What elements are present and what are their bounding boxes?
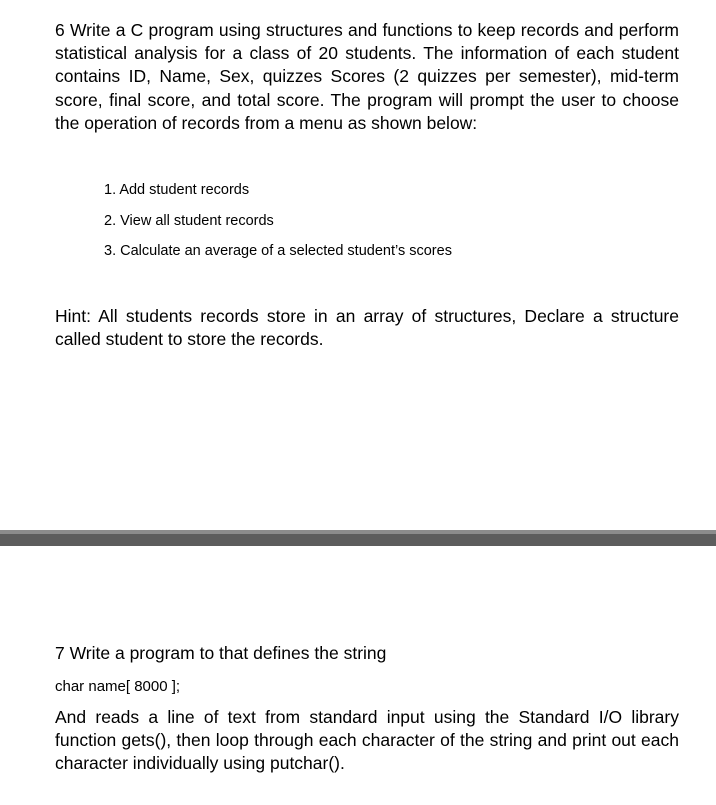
- page-divider-edge: [0, 530, 716, 534]
- question-6-text: 6 Write a C program using structures and functions to keep records and perform statistical analysis for a class of 20 students. The information of each student contains ID, Name, Sex, quizzes Scores (2 quizzes per semester), mid-term score, final score, and total score. The program will prompt the user to choose the operation of records from a menu as shown below:: [55, 20, 679, 133]
- question-7-body: And reads a line of text from standard input using the Standard I/O library function gets(), then loop through each character of the string and print out each character individually using putchar().: [55, 707, 679, 774]
- code-declaration: char name[ 8000 ];: [55, 678, 181, 695]
- question-7-title: 7 Write a program to that defines the string: [55, 643, 387, 663]
- question-6-hint: Hint: All students records store in an array of structures, Declare a structure called student to store the records.: [55, 306, 679, 350]
- menu-option: 3. Calculate an average of a selected student’s scores: [104, 243, 452, 259]
- menu-option: 1. Add student records: [104, 182, 250, 198]
- menu-option: 2. View all student records: [104, 212, 274, 229]
- menu-options-list: [104, 180, 452, 272]
